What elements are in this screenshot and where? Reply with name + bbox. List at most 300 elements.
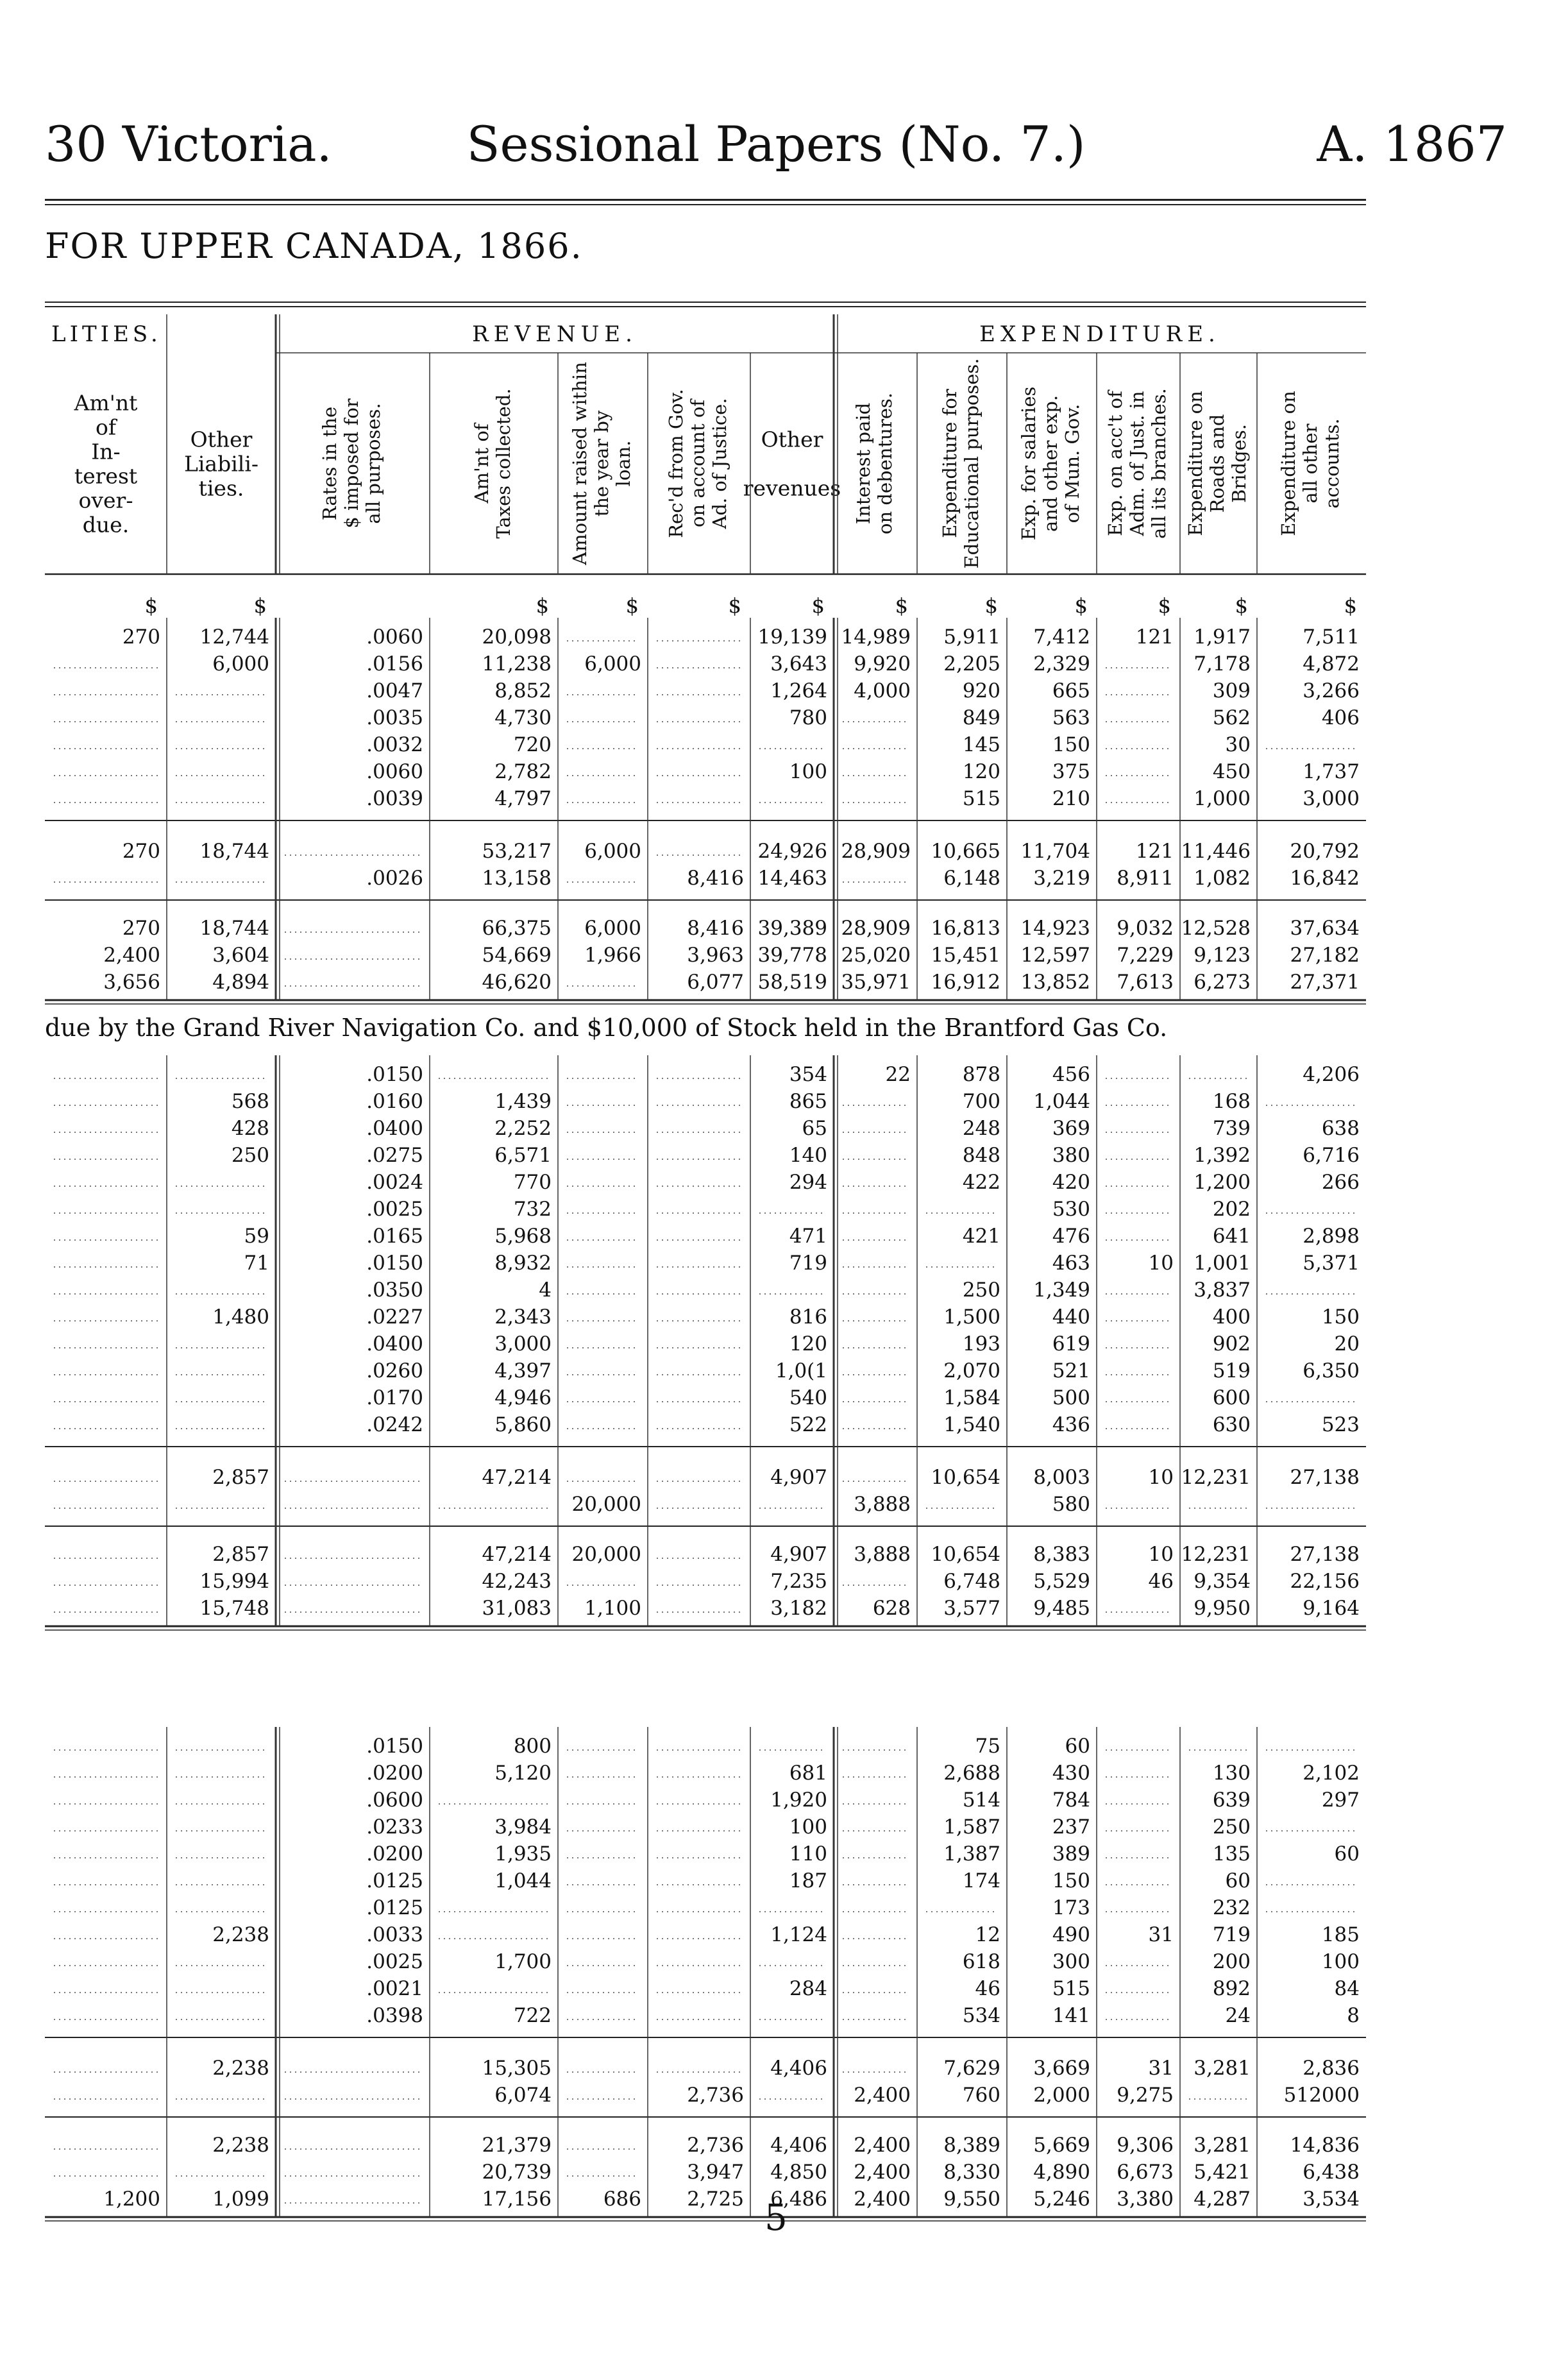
section-2-row-8-col-3: .0150 <box>366 1252 423 1275</box>
section-3-subtotal-1-col-9: 7,629 <box>943 2057 1000 2080</box>
section-2-total-3-col-7: 3,182 <box>770 1597 827 1620</box>
section-1-total-3-col-11: 7,613 <box>1117 971 1174 994</box>
section-2-row-10-col-4: 2,343 <box>494 1305 552 1329</box>
section-3-total-1-col-10: 5,669 <box>1033 2134 1090 2157</box>
section-1-total-2-col-2: 3,604 <box>212 944 269 967</box>
section-3-row-11-col-3: .0398 <box>366 2004 423 2027</box>
section-1-subtotal-1-col-1: 270 <box>122 840 160 863</box>
column-header-10-part-1: Exp. for salaries <box>1018 386 1040 541</box>
section-3-row-6-col-9: 174 <box>962 1869 1000 1892</box>
section-1-row-2-col-5: 6,000 <box>584 652 641 676</box>
section-1-subtotal-2-col-7: 14,463 <box>757 867 827 890</box>
section-2-subtotal-1-col-11: 10 <box>1148 1466 1174 1489</box>
section-1-subtotal-1-col-7: 24,926 <box>757 840 827 863</box>
section-3-row-4-col-10: 237 <box>1052 1815 1090 1839</box>
section-1-total-1-col-8: 28,909 <box>841 917 911 940</box>
section-2-total-2-col-12: 9,354 <box>1194 1570 1251 1593</box>
section-2-total-1-col-4: 47,214 <box>482 1543 552 1566</box>
section-2-row-8-col-4: 8,932 <box>494 1252 552 1275</box>
column-header-12-part-3: Bridges. <box>1228 424 1250 503</box>
section-2-row-5-col-12: 1,200 <box>1194 1171 1251 1194</box>
section-3-total-3-col-9: 9,550 <box>943 2188 1000 2211</box>
section-1-total-2-col-6: 3,963 <box>687 944 744 967</box>
section-2-row-11-col-13: 20 <box>1334 1332 1360 1356</box>
section-1-row-6-col-3: .0060 <box>366 760 423 783</box>
section-3-row-8-col-9: 12 <box>975 1923 1000 1946</box>
section-2-row-4-col-2: 250 <box>231 1144 269 1167</box>
section-3-row-9-col-4: 1,700 <box>494 1950 552 1973</box>
section-3-row-2-col-9: 2,688 <box>943 1762 1000 1785</box>
section-2-subtotal-1-col-13: 27,138 <box>1290 1466 1360 1489</box>
section-3-row-9-col-12: 200 <box>1212 1950 1251 1973</box>
section-1-row-2-col-10: 2,329 <box>1033 652 1090 676</box>
section-1-total-1-col-13: 37,634 <box>1290 917 1360 940</box>
section-3-row-10-col-9: 46 <box>975 1977 1000 2000</box>
column-header-3-part-1: Rates in the <box>319 406 341 521</box>
section-3-row-4-col-12: 250 <box>1212 1815 1251 1839</box>
section-1-row-2-col-13: 4,872 <box>1303 652 1360 676</box>
column-header-6-part-1: Rec'd from Gov. <box>665 389 687 538</box>
section-1-row-4-col-9: 849 <box>962 706 1000 729</box>
section-3-row-4-col-7: 100 <box>789 1815 827 1839</box>
section-3-subtotal-1-col-11: 31 <box>1148 2057 1174 2080</box>
section-3-row-5-col-12: 135 <box>1212 1842 1251 1866</box>
group-liabilities: LITIES. <box>51 321 162 347</box>
page-subtitle: FOR UPPER CANADA, 1866. <box>45 226 583 266</box>
section-3-total-1-col-9: 8,389 <box>943 2134 1000 2157</box>
section-1-row-4-col-10: 563 <box>1052 706 1090 729</box>
section-1-row-4-col-4: 4,730 <box>494 706 552 729</box>
section-1-total-2-col-10: 12,597 <box>1020 944 1090 967</box>
section-2-total-1-col-7: 4,907 <box>770 1543 827 1566</box>
section-2-row-11-col-9: 193 <box>962 1332 1000 1356</box>
section-1-subtotal-2-col-11: 8,911 <box>1117 867 1174 890</box>
section-3-row-1-col-3: .0150 <box>366 1735 423 1758</box>
section-3-row-1-col-4: 800 <box>513 1735 552 1758</box>
column-header-5 <box>569 362 634 566</box>
column-header-1-line-4: terest <box>74 463 138 489</box>
section-1-row-5-col-3: .0032 <box>366 733 423 756</box>
section-3-row-8-col-10: 490 <box>1052 1923 1090 1946</box>
section-1-subtotal-2-col-3: .0026 <box>366 867 423 890</box>
section-2-row-1-col-3: .0150 <box>366 1063 423 1086</box>
header-year: A. 1867 <box>1317 115 1507 173</box>
section-1-subtotal-1-col-13: 20,792 <box>1290 840 1360 863</box>
section-2-total-3-col-4: 31,083 <box>482 1597 552 1620</box>
section-1-row-1-col-13: 7,511 <box>1303 625 1360 649</box>
section-1-row-1-col-4: 20,098 <box>482 625 552 649</box>
section-1-row-7-col-10: 210 <box>1052 787 1090 810</box>
section-2-subtotal-1-col-9: 10,654 <box>931 1466 1000 1489</box>
section-2-total-3-col-9: 3,577 <box>943 1597 1000 1620</box>
section-3-row-2-col-7: 681 <box>789 1762 827 1785</box>
section-2-row-13-col-12: 600 <box>1212 1386 1251 1409</box>
section-3-total-2-col-8: 2,400 <box>854 2161 911 2184</box>
section-1-total-2-col-11: 7,229 <box>1117 944 1174 967</box>
section-3-total-3-col-7: 6,486 <box>770 2188 827 2211</box>
column-header-8-part-2: on debentures. <box>874 393 896 534</box>
column-header-3 <box>319 398 384 528</box>
section-1-total-2-col-9: 15,451 <box>931 944 1000 967</box>
section-2-row-6-col-3: .0025 <box>366 1198 423 1221</box>
unit-col-11: $ <box>1158 593 1171 618</box>
statistics-table <box>45 302 1366 2232</box>
section-2-row-12-col-7: 1,0(1 <box>775 1359 827 1382</box>
column-header-1-line-6: due. <box>82 512 130 538</box>
section-1-row-7-col-12: 1,000 <box>1194 787 1251 810</box>
section-3-total-2-col-6: 3,947 <box>687 2161 744 2184</box>
section-2-row-2-col-10: 1,044 <box>1033 1090 1090 1113</box>
section-2-row-7-col-3: .0165 <box>366 1225 423 1248</box>
section-3-total-2-col-11: 6,673 <box>1117 2161 1174 2184</box>
section-3-row-9-col-13: 100 <box>1321 1950 1360 1973</box>
section-1-row-1-col-3: .0060 <box>366 625 423 649</box>
section-3-row-8-col-2: 2,238 <box>212 1923 269 1946</box>
section-2-row-11-col-7: 120 <box>789 1332 827 1356</box>
section-2-total-1-col-13: 27,138 <box>1290 1543 1360 1566</box>
column-header-12-part-1: Expenditure on <box>1185 391 1206 536</box>
section-1-total-3-col-10: 13,852 <box>1020 971 1090 994</box>
section-3-row-4-col-9: 1,587 <box>943 1815 1000 1839</box>
section-1-total-1-col-11: 9,032 <box>1117 917 1174 940</box>
column-header-2-line-1: Other <box>190 427 253 452</box>
section-3-total-1-col-2: 2,238 <box>212 2134 269 2157</box>
section-1-row-1-col-12: 1,917 <box>1194 625 1251 649</box>
section-1-row-4-col-12: 562 <box>1212 706 1251 729</box>
section-3-row-8-col-7: 1,124 <box>770 1923 827 1946</box>
section-2-row-8-col-13: 5,371 <box>1303 1252 1360 1275</box>
section-3-subtotal-1-col-10: 3,669 <box>1033 2057 1090 2080</box>
section-3-row-2-col-10: 430 <box>1052 1762 1090 1785</box>
section-2-row-5-col-3: .0024 <box>366 1171 423 1194</box>
section-2-row-12-col-4: 4,397 <box>494 1359 552 1382</box>
section-3-total-2-col-9: 8,330 <box>943 2161 1000 2184</box>
section-1-total-1-col-2: 18,744 <box>199 917 269 940</box>
section-1-subtotal-2-col-4: 13,158 <box>482 867 552 890</box>
page-number: 5 <box>764 2197 788 2239</box>
section-2-row-6-col-12: 202 <box>1212 1198 1251 1221</box>
column-header-13-part-1: Expenditure on <box>1278 391 1299 536</box>
section-1-row-1-col-7: 19,139 <box>757 625 827 649</box>
section-2-row-13-col-3: .0170 <box>366 1386 423 1409</box>
section-2-row-10-col-10: 440 <box>1052 1305 1090 1329</box>
section-2-row-9-col-3: .0350 <box>366 1279 423 1302</box>
section-3-row-3-col-7: 1,920 <box>770 1789 827 1812</box>
section-2-row-7-col-13: 2,898 <box>1303 1225 1360 1248</box>
section-2-total-2-col-9: 6,748 <box>943 1570 1000 1593</box>
section-2-subtotal-1-col-7: 4,907 <box>770 1466 827 1489</box>
column-header-2-line-2: Liabili- <box>183 451 259 477</box>
section-2-row-1-col-8: 22 <box>885 1063 911 1086</box>
unit-col-13: $ <box>1344 593 1357 618</box>
section-1-total-2-col-4: 54,669 <box>482 944 552 967</box>
section-1-row-3-col-7: 1,264 <box>770 679 827 702</box>
section-2-row-8-col-7: 719 <box>789 1252 827 1275</box>
section-1-total-1-col-7: 39,389 <box>757 917 827 940</box>
section-3-subtotal-1-col-2: 2,238 <box>212 2057 269 2080</box>
section-2-row-9-col-4: 4 <box>539 1279 552 1302</box>
section-1-total-2-col-12: 9,123 <box>1194 944 1251 967</box>
section-3-row-8-col-11: 31 <box>1148 1923 1174 1946</box>
footnote: due by the Grand River Navigation Co. and $10,000 of Stock held in the Brantford Gas Co. <box>45 1014 1168 1042</box>
section-1-total-3-col-8: 35,971 <box>841 971 911 994</box>
section-1-row-6-col-13: 1,737 <box>1303 760 1360 783</box>
section-2-subtotal-1-col-2: 2,857 <box>212 1466 269 1489</box>
section-2-row-3-col-2: 428 <box>231 1117 269 1140</box>
section-2-row-10-col-9: 1,500 <box>943 1305 1000 1329</box>
section-2-total-2-col-4: 42,243 <box>482 1570 552 1593</box>
section-3-subtotal-2-col-4: 6,074 <box>494 2084 552 2107</box>
section-3-row-1-col-10: 60 <box>1065 1735 1090 1758</box>
section-3-total-1-col-11: 9,306 <box>1117 2134 1174 2157</box>
section-3-total-3-col-1: 1,200 <box>103 2188 160 2211</box>
section-3-row-3-col-9: 514 <box>962 1789 1000 1812</box>
section-2-row-3-col-13: 638 <box>1321 1117 1360 1140</box>
section-2-subtotal-2-col-5: 20,000 <box>571 1493 641 1516</box>
section-2-row-7-col-10: 476 <box>1052 1225 1090 1248</box>
section-1-row-3-col-8: 4,000 <box>854 679 911 702</box>
section-3-total-3-col-4: 17,156 <box>482 2188 552 2211</box>
unit-col-8: $ <box>895 593 908 618</box>
header-session: 30 Victoria. <box>45 115 332 173</box>
section-2-row-7-col-2: 59 <box>244 1225 269 1248</box>
section-1-row-1-col-9: 5,911 <box>943 625 1000 649</box>
section-2-total-1-col-8: 3,888 <box>854 1543 911 1566</box>
section-2-row-10-col-13: 150 <box>1321 1305 1360 1329</box>
section-1-row-5-col-10: 150 <box>1052 733 1090 756</box>
section-3-total-1-col-13: 14,836 <box>1290 2134 1360 2157</box>
section-1-subtotal-2-col-13: 16,842 <box>1290 867 1360 890</box>
section-1-subtotal-2-col-12: 1,082 <box>1194 867 1251 890</box>
section-2-row-14-col-3: .0242 <box>366 1413 423 1436</box>
column-header-7-line-1: Other <box>761 427 823 452</box>
section-3-row-5-col-13: 60 <box>1334 1842 1360 1866</box>
section-1-row-3-col-12: 309 <box>1212 679 1251 702</box>
section-2-row-5-col-13: 266 <box>1321 1171 1360 1194</box>
section-2-row-2-col-7: 865 <box>789 1090 827 1113</box>
column-header-5-part-1: Amount raised within <box>569 362 591 565</box>
section-3-total-3-col-5: 686 <box>603 2188 641 2211</box>
section-3-row-10-col-13: 84 <box>1334 1977 1360 2000</box>
section-1-row-2-col-9: 2,205 <box>943 652 1000 676</box>
section-3-subtotal-2-col-13: 512000 <box>1283 2084 1360 2107</box>
section-3-row-6-col-3: .0125 <box>366 1869 423 1892</box>
section-2-row-9-col-10: 1,349 <box>1033 1279 1090 1302</box>
section-1-row-1-col-11: 121 <box>1135 625 1174 649</box>
group-expenditure: EXPENDITURE. <box>979 321 1220 347</box>
column-header-4 <box>471 388 514 538</box>
section-3-row-11-col-12: 24 <box>1225 2004 1251 2027</box>
column-header-10-part-3: of Mun. Gov. <box>1061 404 1083 523</box>
section-1-total-1-col-9: 16,813 <box>931 917 1000 940</box>
unit-col-10: $ <box>1074 593 1088 618</box>
section-3-total-1-col-7: 4,406 <box>770 2134 827 2157</box>
section-1-total-3-col-4: 46,620 <box>482 971 552 994</box>
section-1-row-2-col-8: 9,920 <box>854 652 911 676</box>
section-1-row-1-col-10: 7,412 <box>1033 625 1090 649</box>
section-1-row-6-col-10: 375 <box>1052 760 1090 783</box>
section-2-row-5-col-10: 420 <box>1052 1171 1090 1194</box>
section-3-row-10-col-10: 515 <box>1052 1977 1090 2000</box>
section-2-total-2-col-13: 22,156 <box>1290 1570 1360 1593</box>
section-2-row-13-col-9: 1,584 <box>943 1386 1000 1409</box>
section-2-total-1-col-5: 20,000 <box>571 1543 641 1566</box>
section-2-row-13-col-4: 4,946 <box>494 1386 552 1409</box>
section-2-total-3-col-5: 1,100 <box>584 1597 641 1620</box>
section-3-row-11-col-9: 534 <box>962 2004 1000 2027</box>
section-1-row-3-col-10: 665 <box>1052 679 1090 702</box>
section-2-row-4-col-9: 848 <box>962 1144 1000 1167</box>
section-2-row-7-col-7: 471 <box>789 1225 827 1248</box>
section-3-row-4-col-4: 3,984 <box>494 1815 552 1839</box>
section-2-row-3-col-10: 369 <box>1052 1117 1090 1140</box>
section-3-row-8-col-12: 719 <box>1212 1923 1251 1946</box>
section-2-row-7-col-12: 641 <box>1212 1225 1251 1248</box>
section-3-total-3-col-2: 1,099 <box>212 2188 269 2211</box>
column-header-1-line-1: Am'nt <box>74 390 138 416</box>
section-3-row-6-col-4: 1,044 <box>494 1869 552 1892</box>
section-3-row-5-col-4: 1,935 <box>494 1842 552 1866</box>
section-2-total-3-col-12: 9,950 <box>1194 1597 1251 1620</box>
column-header-6 <box>665 389 730 538</box>
section-2-row-1-col-10: 456 <box>1052 1063 1090 1086</box>
column-header-8-part-1: Interest paid <box>852 402 874 525</box>
section-1-total-1-col-4: 66,375 <box>482 917 552 940</box>
section-2-subtotal-2-col-10: 580 <box>1052 1493 1090 1516</box>
section-3-total-2-col-4: 20,739 <box>482 2161 552 2184</box>
section-3-row-3-col-12: 639 <box>1212 1789 1251 1812</box>
section-1-row-7-col-3: .0039 <box>366 787 423 810</box>
section-2-row-6-col-10: 530 <box>1052 1198 1090 1221</box>
section-2-row-5-col-7: 294 <box>789 1171 827 1194</box>
unit-col-6: $ <box>728 593 741 618</box>
section-3-subtotal-1-col-4: 15,305 <box>482 2057 552 2080</box>
section-1-row-4-col-13: 406 <box>1321 706 1360 729</box>
section-2-row-8-col-10: 463 <box>1052 1252 1090 1275</box>
section-2-row-12-col-12: 519 <box>1212 1359 1251 1382</box>
section-2-row-3-col-9: 248 <box>962 1117 1000 1140</box>
section-2-total-1-col-12: 12,231 <box>1181 1543 1251 1566</box>
section-2-row-14-col-9: 1,540 <box>943 1413 1000 1436</box>
unit-col-2: $ <box>253 593 267 618</box>
section-3-total-1-col-6: 2,736 <box>687 2134 744 2157</box>
section-2-total-3-col-13: 9,164 <box>1303 1597 1360 1620</box>
section-1-row-2-col-4: 11,238 <box>482 652 552 676</box>
unit-col-7: $ <box>811 593 825 618</box>
section-1-row-5-col-12: 30 <box>1225 733 1251 756</box>
section-1-total-3-col-7: 58,519 <box>757 971 827 994</box>
section-2-total-1-col-10: 8,383 <box>1033 1543 1090 1566</box>
section-3-row-10-col-3: .0021 <box>366 1977 423 2000</box>
section-3-row-10-col-12: 892 <box>1212 1977 1251 2000</box>
section-2-total-3-col-8: 628 <box>872 1597 911 1620</box>
section-1-total-1-col-5: 6,000 <box>584 917 641 940</box>
section-3-row-7-col-10: 173 <box>1052 1896 1090 1919</box>
section-1-subtotal-1-col-8: 28,909 <box>841 840 911 863</box>
section-2-total-2-col-7: 7,235 <box>770 1570 827 1593</box>
section-1-subtotal-2-col-6: 8,416 <box>687 867 744 890</box>
section-1-row-4-col-3: .0035 <box>366 706 423 729</box>
unit-col-12: $ <box>1235 593 1248 618</box>
section-2-row-12-col-13: 6,350 <box>1303 1359 1360 1382</box>
section-1-row-7-col-13: 3,000 <box>1303 787 1360 810</box>
section-2-row-12-col-10: 521 <box>1052 1359 1090 1382</box>
section-2-row-4-col-10: 380 <box>1052 1144 1090 1167</box>
section-2-row-14-col-12: 630 <box>1212 1413 1251 1436</box>
section-2-row-4-col-4: 6,571 <box>494 1144 552 1167</box>
section-2-row-8-col-12: 1,001 <box>1194 1252 1251 1275</box>
column-header-11 <box>1104 388 1170 539</box>
header-title: Sessional Papers (No. 7.) <box>466 115 1086 173</box>
table-svg <box>45 302 1366 2232</box>
section-1-row-4-col-7: 780 <box>789 706 827 729</box>
column-header-13-part-3: accounts. <box>1321 418 1343 509</box>
section-3-row-2-col-13: 2,102 <box>1303 1762 1360 1785</box>
section-2-row-11-col-4: 3,000 <box>494 1332 552 1356</box>
section-3-row-11-col-10: 141 <box>1052 2004 1090 2027</box>
section-3-row-3-col-10: 784 <box>1052 1789 1090 1812</box>
section-1-total-2-col-13: 27,182 <box>1290 944 1360 967</box>
section-1-row-3-col-4: 8,852 <box>494 679 552 702</box>
unit-col-1: $ <box>144 593 158 618</box>
section-1-total-3-col-6: 6,077 <box>687 971 744 994</box>
section-2-row-9-col-12: 3,837 <box>1194 1279 1251 1302</box>
section-3-row-2-col-4: 5,120 <box>494 1762 552 1785</box>
section-1-row-3-col-9: 920 <box>962 679 1000 702</box>
column-header-12 <box>1185 391 1250 536</box>
section-3-row-7-col-12: 232 <box>1212 1896 1251 1919</box>
column-header-12-part-2: Roads and <box>1206 414 1228 513</box>
section-1-total-3-col-9: 16,912 <box>931 971 1000 994</box>
section-2-row-7-col-4: 5,968 <box>494 1225 552 1248</box>
section-2-row-12-col-9: 2,070 <box>943 1359 1000 1382</box>
section-1-row-2-col-12: 7,178 <box>1194 652 1251 676</box>
section-2-row-2-col-9: 700 <box>962 1090 1000 1113</box>
section-3-row-8-col-13: 185 <box>1321 1923 1360 1946</box>
section-2-row-13-col-10: 500 <box>1052 1386 1090 1409</box>
section-1-row-6-col-4: 2,782 <box>494 760 552 783</box>
section-2-row-2-col-3: .0160 <box>366 1090 423 1113</box>
section-2-row-10-col-12: 400 <box>1212 1305 1251 1329</box>
section-2-subtotal-1-col-12: 12,231 <box>1181 1466 1251 1489</box>
section-1-total-1-col-10: 14,923 <box>1020 917 1090 940</box>
column-header-4-part-1: Am'nt of <box>471 423 493 504</box>
column-header-11-part-2: Adm. of Just. in <box>1126 391 1148 536</box>
section-1-total-3-col-12: 6,273 <box>1194 971 1251 994</box>
section-3-total-3-col-13: 3,534 <box>1303 2188 1360 2211</box>
section-3-row-9-col-9: 618 <box>962 1950 1000 1973</box>
section-2-row-4-col-3: .0275 <box>366 1144 423 1167</box>
section-2-row-2-col-12: 168 <box>1212 1090 1251 1113</box>
column-header-13-part-2: all other <box>1299 423 1321 504</box>
section-1-subtotal-1-col-5: 6,000 <box>584 840 641 863</box>
section-3-subtotal-2-col-9: 760 <box>962 2084 1000 2107</box>
section-2-total-3-col-10: 9,485 <box>1033 1597 1090 1620</box>
section-3-row-6-col-10: 150 <box>1052 1869 1090 1892</box>
section-1-subtotal-1-col-11: 121 <box>1135 840 1174 863</box>
section-3-total-2-col-13: 6,438 <box>1303 2161 1360 2184</box>
section-2-row-7-col-9: 421 <box>962 1225 1000 1248</box>
section-3-total-2-col-7: 4,850 <box>770 2161 827 2184</box>
section-1-total-2-col-5: 1,966 <box>584 944 641 967</box>
section-1-row-2-col-3: .0156 <box>366 652 423 676</box>
column-header-5-part-2: the year by <box>591 410 612 517</box>
section-2-row-11-col-12: 902 <box>1212 1332 1251 1356</box>
section-2-row-9-col-9: 250 <box>962 1279 1000 1302</box>
column-header-1-line-2: of <box>95 414 117 440</box>
section-1-subtotal-1-col-10: 11,704 <box>1020 840 1090 863</box>
section-2-row-13-col-7: 540 <box>789 1386 827 1409</box>
